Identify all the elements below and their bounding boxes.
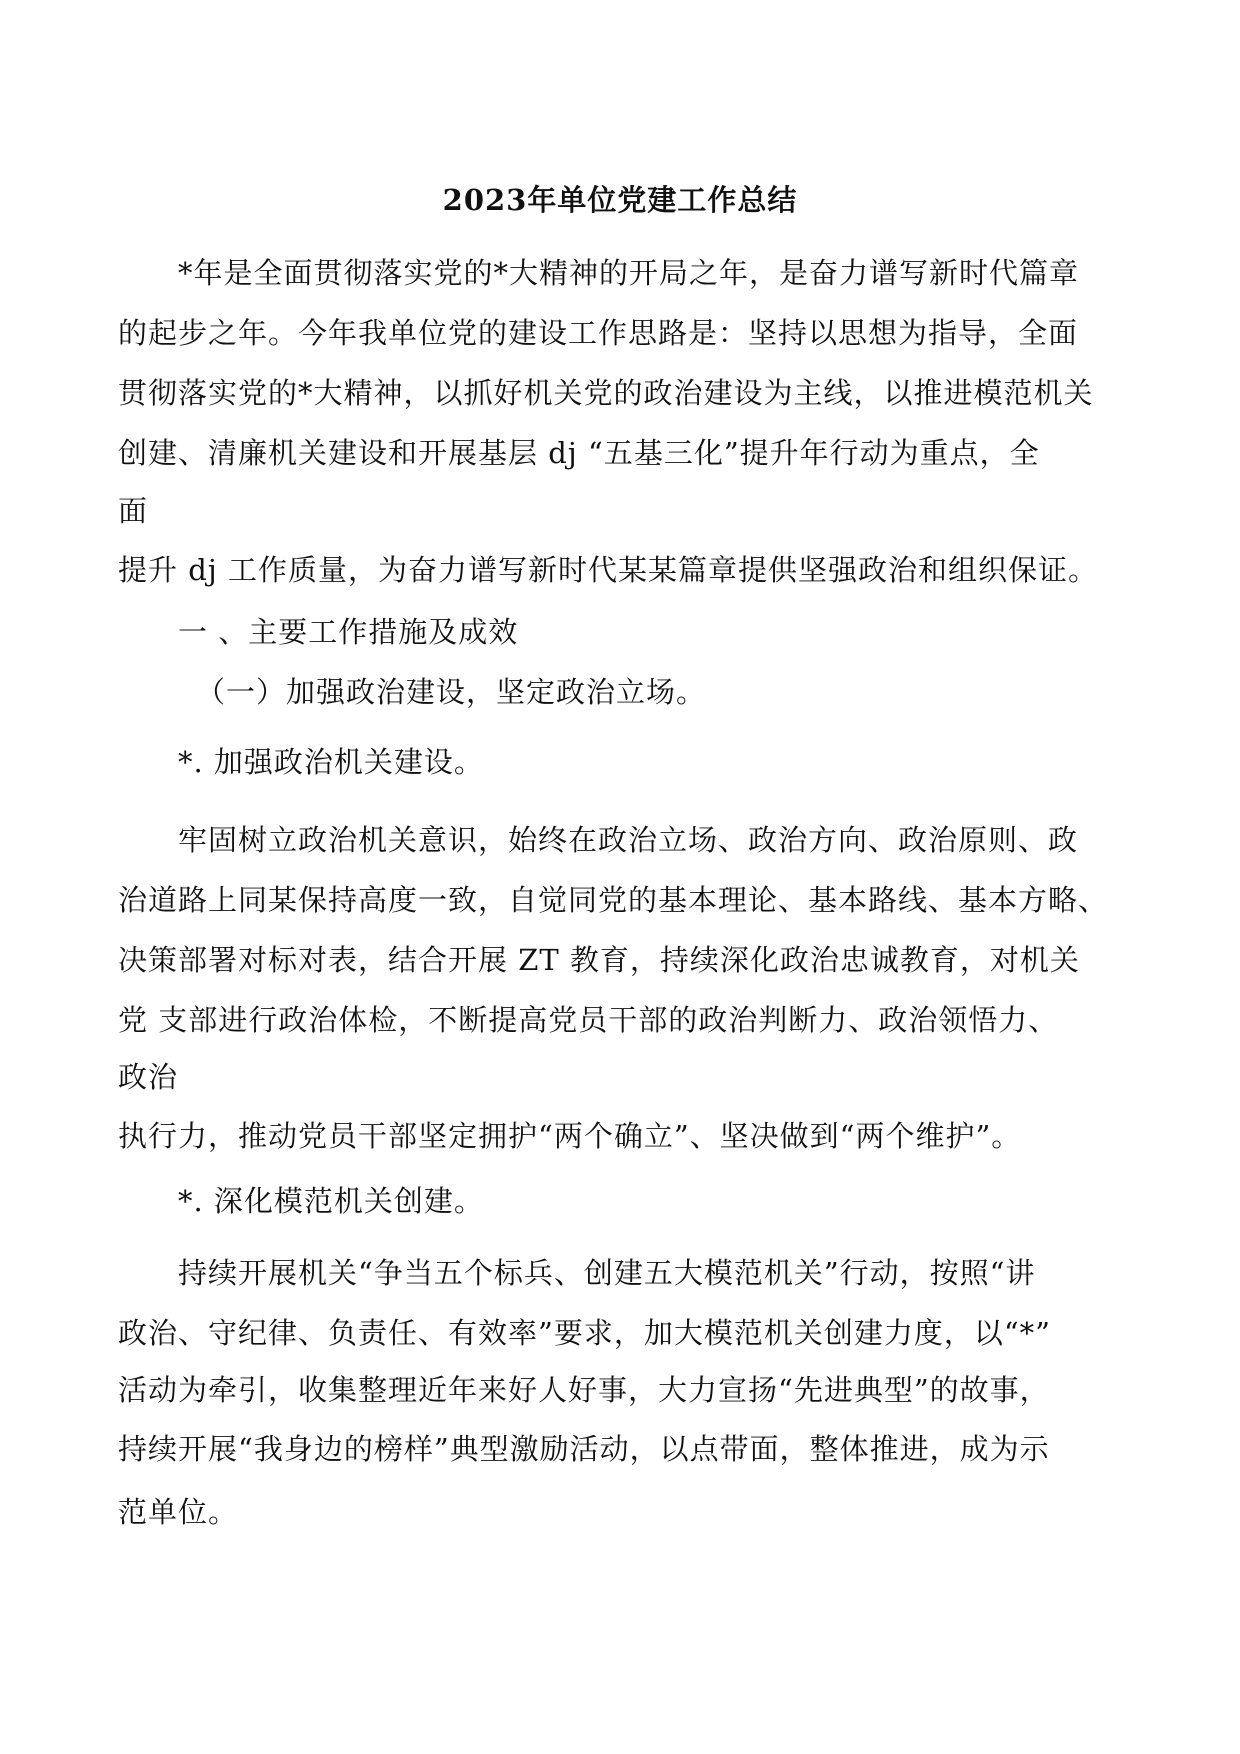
paragraph-line: 面 <box>118 494 149 528</box>
paragraph-line: 范单位。 <box>118 1495 239 1529</box>
paragraph-line: 创建、清廉机关建设和开展基层 dj “五基三化”提升年行动为重点，全 <box>118 436 1040 470</box>
paragraph-line: 的起步之年。今年我单位党的建设工作思路是：坚持以思想为指导，全面 <box>118 316 1079 350</box>
document-title: 2023年单位党建工作总结 <box>442 183 798 217</box>
paragraph-line: 党 支部进行政治体检，不断提高党员干部的政治判断力、政治领悟力、 <box>118 1003 1059 1037</box>
paragraph-line: 持续开展“我身边的榜样”典型激励活动，以点带面，整体推进，成为示 <box>118 1432 1050 1466</box>
paragraph-line: 决策部署对标对表，结合开展 ZT 教育，持续深化政治忠诚教育，对机关 <box>118 943 1080 977</box>
paragraph-line: 执行力，推动党员干部坚定拥护“两个确立”、坚决做到“两个维护”。 <box>118 1119 1022 1153</box>
paragraph-line: 政治、守纪律、负责任、有效率”要求，加大模范机关创建力度，以“*” <box>118 1316 1051 1350</box>
paragraph-line: 牢固树立政治机关意识，始终在政治立场、政治方向、政治原则、政 <box>178 823 1079 857</box>
subsection-heading: （一）加强政治建设，坚定政治立场。 <box>196 675 707 709</box>
item-heading: *. 加强政治机关建设。 <box>178 745 484 779</box>
paragraph-line: 提升 dj 工作质量，为奋力谱写新时代某某篇章提供坚强政治和组织保证。 <box>118 553 1098 587</box>
paragraph-line: 政治 <box>118 1060 179 1094</box>
paragraph-line: 持续开展机关“争当五个标兵、创建五大模范机关”行动，按照“讲 <box>178 1256 1036 1290</box>
section-heading: 一 、主要工作措施及成效 <box>178 615 519 649</box>
item-heading: *. 深化模范机关创建。 <box>178 1184 484 1218</box>
paragraph-line: 活动为牵引，收集整理近年来好人好事，大力宣扬“先进典型”的故事， <box>118 1373 1050 1407</box>
paragraph-line: 贯彻落实党的*大精神，以抓好机关党的政治建设为主线，以推进模范机关 <box>118 376 1094 410</box>
paragraph-line: 治道路上同某保持高度一致，自觉同党的基本理论、基本路线、基本方略、 <box>118 883 1109 917</box>
paragraph-line: *年是全面贯彻落实党的*大精神的开局之年，是奋力谱写新时代篇章 <box>178 256 1080 290</box>
